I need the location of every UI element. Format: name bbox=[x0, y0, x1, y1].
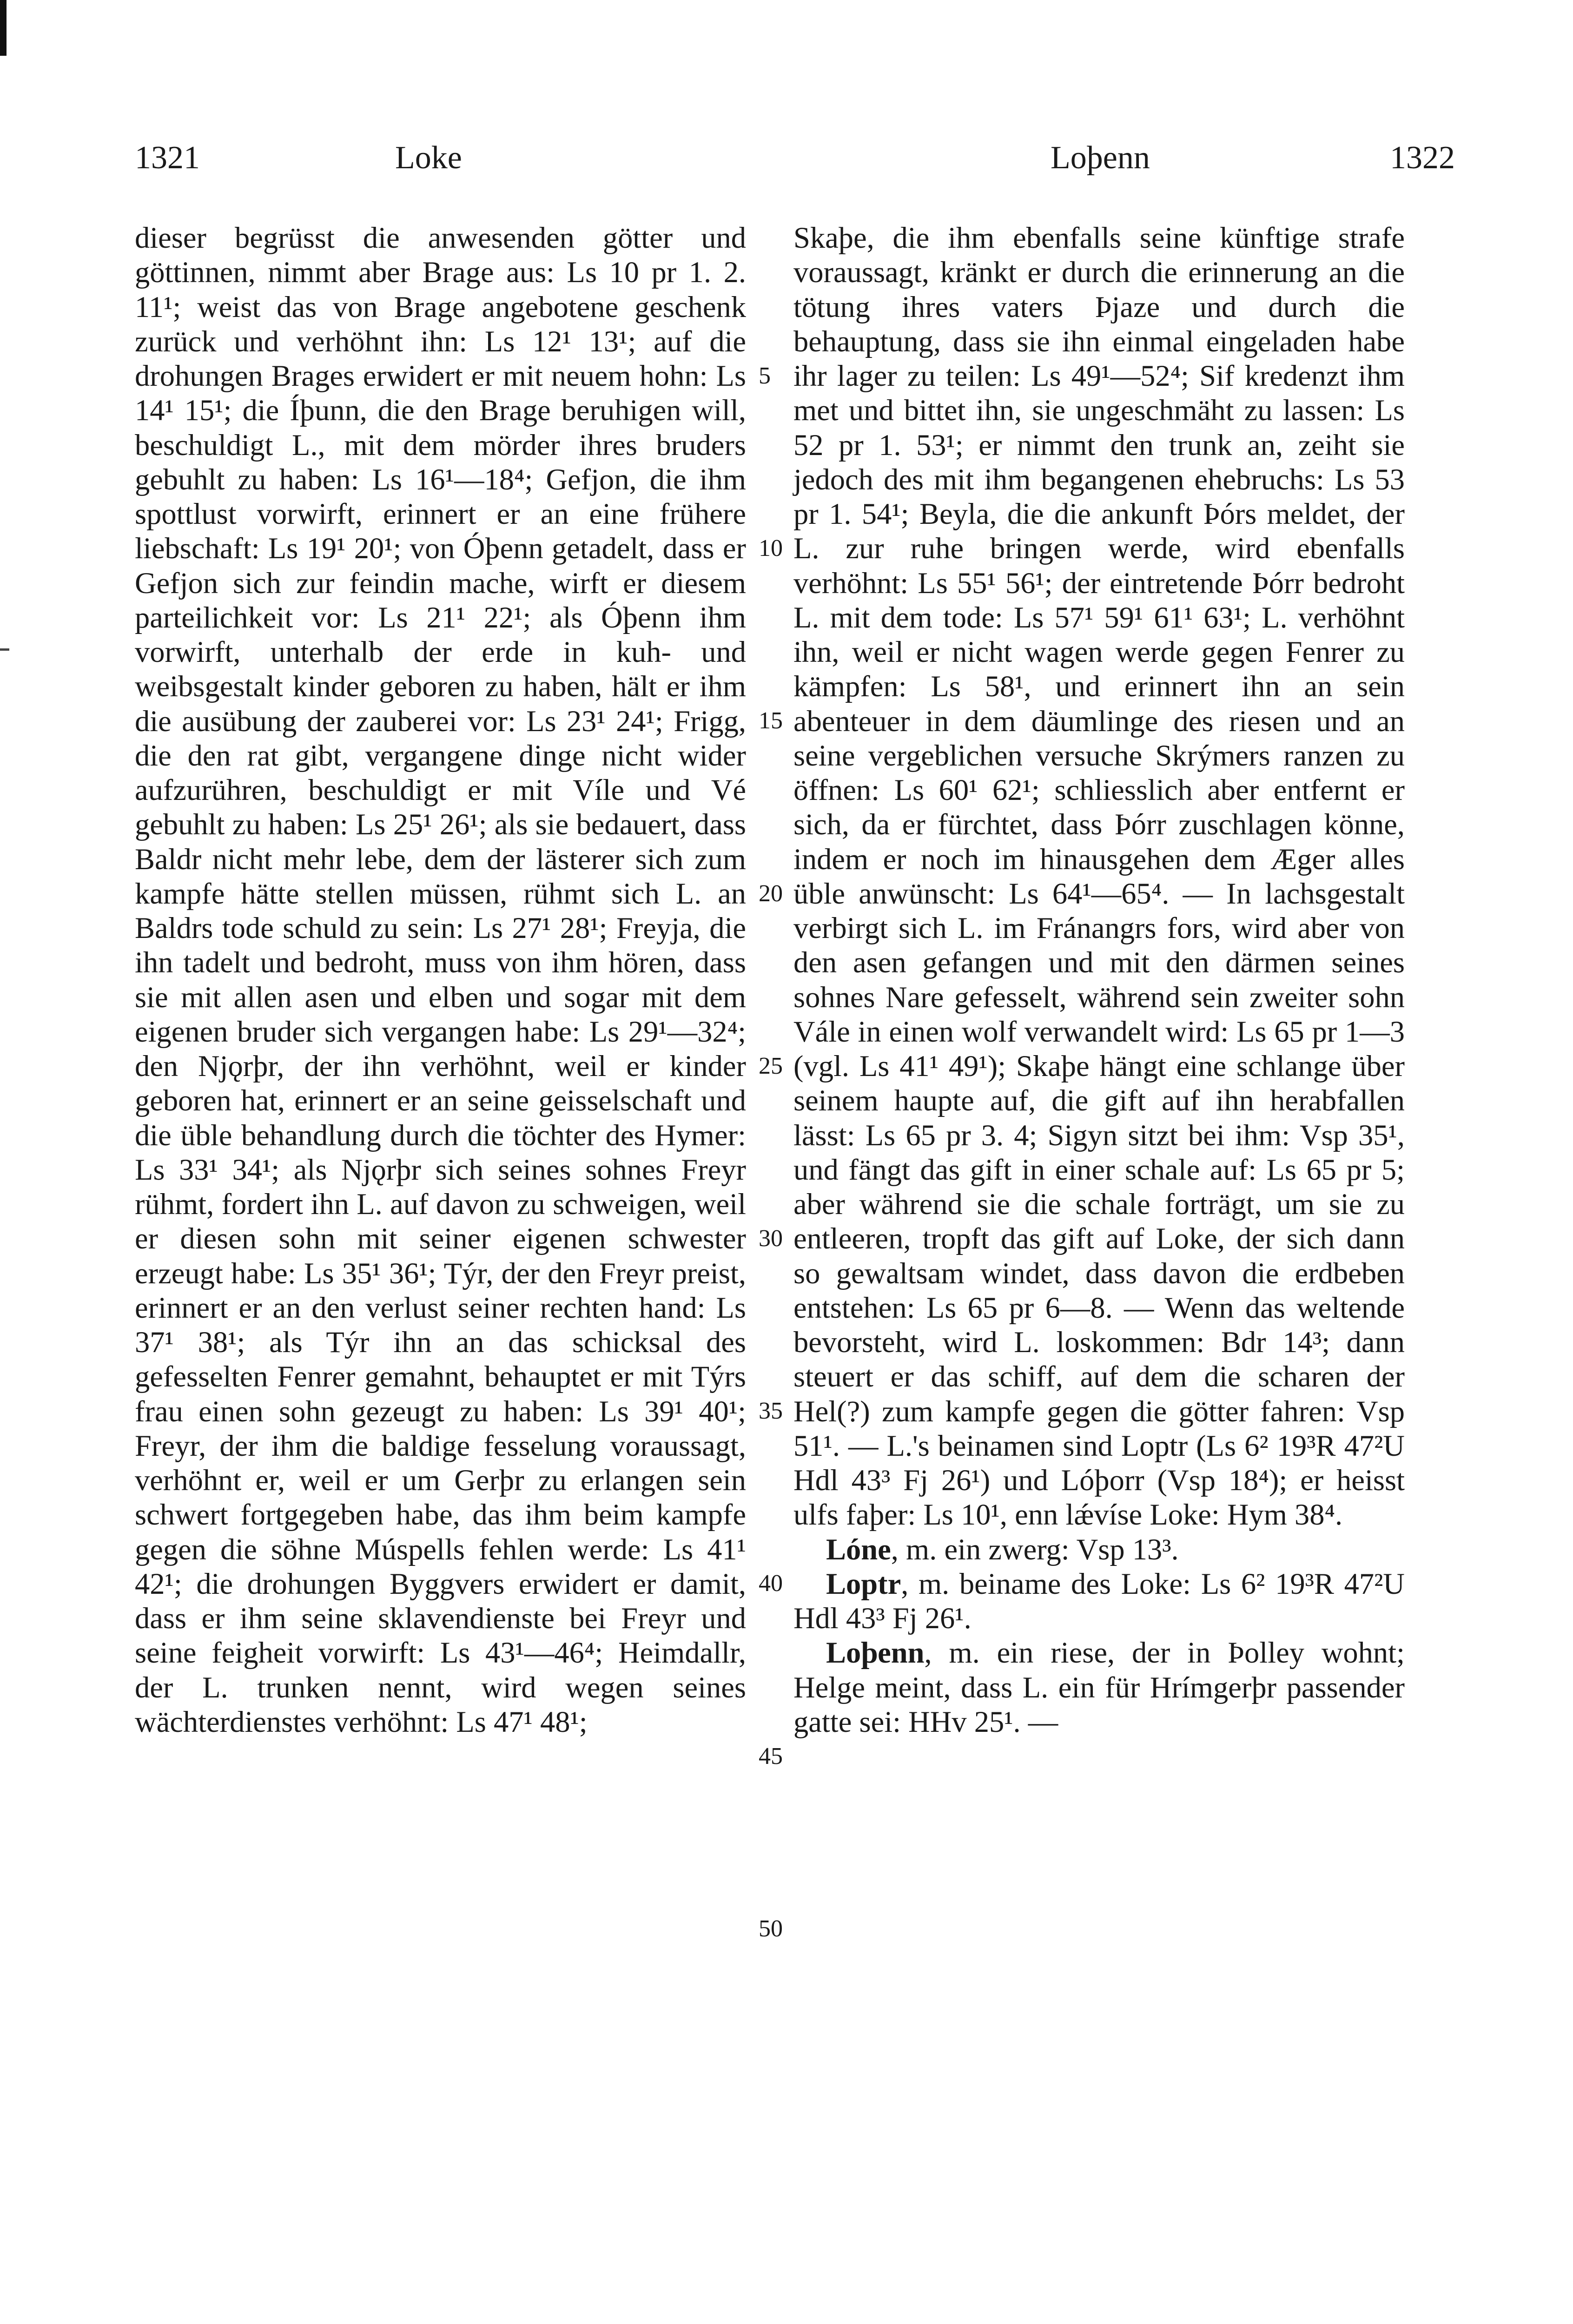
entry-text: , m. ein riese, der in Þolley wohnt; Helge meint, dass L. ein für Hrímgerþr passender gatte sei: HHv 25¹. — bbox=[793, 1636, 1405, 1738]
line-number: 35 bbox=[759, 1398, 783, 1424]
left-column-text: dieser begrüsst die anwesenden götter und göttinnen, nimmt aber Brage aus: Ls 10 pr 1. 2. 11¹; weist das von Brage angebotene geschenk zurück und verhöhnt ihn: Ls 12¹ 13¹; auf die drohungen Brages erwidert er mit neuem hohn: Ls 14¹ 15¹; die Íþunn, die den Brage beruhigen will, beschuldigt L., mit dem mörder ihres bruders gebuhlt zu haben: Ls 16¹—18⁴; Gefjon, die ihm spottlust vorwirft, erinnert er an eine frühere liebschaft: Ls 19¹ 20¹; von Óþenn getadelt, dass er Gefjon sich zur feindin mache, wirft er diesem parteilichkeit vor: Ls 21¹ 22¹; als Óþenn ihm vorwirft, unterhalb der erde in kuh- und weibsgestalt kinder geboren zu haben, hält er ihm die ausübung der zauberei vor: Ls 23¹ 24¹; Frigg, die den rat gibt, vergangene dinge nicht wider aufzurühren, beschuldigt er mit Víle und Vé gebuhlt zu haben: Ls 25¹ 26¹; als sie bedauert, dass Baldr nicht mehr lebe, dem der lästerer sich zum kampfe hätte stellen müssen, rühmt sich L. an Baldrs tode schuld zu sein: Ls 27¹ 28¹; Freyja, die ihn tadelt und bedroht, muss von ihm hören, dass sie mit allen asen und elben und sogar mit dem eigenen bruder sich vergangen habe: Ls 29¹—32⁴; den Njǫrþr, der ihn verhöhnt, weil er kinder geboren hat, erinnert er an seine geisselschaft und die üble behandlung durch die töchter des Hymer: Ls 33¹ 34¹; als Njǫrþr sich seines sohnes Freyr rühmt, fordert ihn L. auf davon zu schweigen, weil er diesen sohn mit seiner eigenen schwester erzeugt habe: Ls 35¹ 36¹; Týr, der den Freyr preist, erinnert er an den verlust seiner rechten hand: Ls 37¹ 38¹; als Týr ihn an das schicksal des gefesselten Fenrer gemahnt, behauptet er mit Týrs frau einen sohn gezeugt zu haben: Ls 39¹ 40¹; Freyr, der ihm die baldige fesselung voraussagt, verhöhnt er, weil er um Gerþr zu erlangen sein schwert fortgegeben habe, das ihm beim kampfe gegen die söhne Múspells fehlen werde: Ls 41¹ 42¹; die drohungen Byggvers erwidert er damit, dass er ihm seine sklavendienste bei Freyr und seine feigheit vorwirft: Ls 43¹—46⁴; Heimdallr, der L. trunken nennt, wird wegen seines wächterdienstes verhöhnt: Ls 47¹ 48¹; bbox=[135, 221, 746, 1738]
entry-text: , m. ein zwerg: Vsp 13³. bbox=[891, 1532, 1179, 1566]
running-title-right: Loþenn bbox=[1051, 140, 1150, 176]
line-number: 30 bbox=[759, 1225, 783, 1252]
entry-lothenn bbox=[793, 1636, 1405, 1739]
line-number: 40 bbox=[759, 1570, 783, 1597]
line-number: 50 bbox=[759, 1915, 783, 1942]
scan-edge-mark bbox=[0, 0, 7, 56]
line-number: 25 bbox=[759, 1053, 783, 1079]
left-column bbox=[135, 221, 746, 1739]
line-number: 10 bbox=[759, 535, 783, 561]
scan-margin-mark bbox=[0, 648, 9, 651]
entry-loptr bbox=[793, 1567, 1405, 1636]
entry-text: , m. beiname des Loke: Ls 6² 19³R 47²U Hdl 43³ Fj 26¹. bbox=[793, 1567, 1405, 1635]
line-number: 5 bbox=[759, 363, 771, 389]
line-number: 45 bbox=[759, 1743, 783, 1769]
line-number: 20 bbox=[759, 880, 783, 907]
right-column bbox=[793, 221, 1405, 1739]
entry-headword: Loptr bbox=[826, 1567, 901, 1600]
page-header bbox=[135, 139, 1455, 191]
entry-headword: Lóne bbox=[826, 1532, 891, 1566]
entry-headword: Loþenn bbox=[826, 1636, 925, 1670]
running-title-left: Loke bbox=[395, 140, 462, 176]
entry-lone bbox=[793, 1532, 1405, 1567]
right-column-continuation: Skaþe, die ihm ebenfalls seine künftige strafe voraussagt, kränkt er durch die erinnerung an die tötung ihres vaters Þjaze und durch die behauptung, dass sie ihn einmal eingeladen habe ihr lager zu teilen: Ls 49¹—52⁴; Sif kredenzt ihm met und bittet ihn, sie ungeschmäht zu lassen: Ls 52 pr 1. 53¹; er nimmt den trunk an, zeiht sie jedoch des mit ihm begangenen ehebruchs: Ls 53 pr 1. 54¹; Beyla, die die ankunft Þórs meldet, der L. zur ruhe bringen werde, wird ebenfalls verhöhnt: Ls 55¹ 56¹; der eintretende Þórr bedroht L. mit dem tode: Ls 57¹ 59¹ 61¹ 63¹; L. verhöhnt ihn, weil er nicht wagen werde gegen Fenrer zu kämpfen: Ls 58¹, und erinnert ihn an sein abenteuer in dem däumlinge des riesen und an seine vergeblichen versuche Skrýmers ranzen zu öffnen: Ls 60¹ 62¹; schliesslich aber entfernt er sich, da er fürchtet, dass Þórr zuschlagen könne, indem er noch im hinausgehen dem Æger alles üble anwünscht: Ls 64¹—65⁴. — In lachsgestalt verbirgt sich L. im Fránangrs fors, wird aber von den asen gefangen und mit den därmen seines sohnes Nare gefesselt, während sein zweiter sohn Vále in einen wolf verwandelt wird: Ls 65 pr 1—3 (vgl. Ls 41¹ 49¹); Skaþe hängt eine schlange über seinem haupte auf, die gift auf ihn herabfallen lässt: Ls 65 pr 3. 4; Sigyn sitzt bei ihm: Vsp 35¹, und fängt das gift in einer schale auf: Ls 65 pr 5; aber während sie die schale forträgt, um sie zu entleeren, tropft das gift auf Loke, der sich dann so gewaltsam windet, dass davon die erdbeben entstehen: Ls 65 pr 6—8. — Wenn das weltende bevorsteht, wird L. loskommen: Bdr 14³; dann steuert er das schiff, auf dem die scharen der Hel(?) zum kampfe gegen die götter fahren: Vsp 51¹. — L.'s beinamen sind Loptr (Ls 6² 19³R 47²U Hdl 43³ Fj 26¹) und Lóþorr (Vsp 18⁴); er heisst ulfs faþer: Ls 10¹, enn lǽvíse Loke: Hym 38⁴. bbox=[793, 221, 1405, 1532]
line-number: 15 bbox=[759, 707, 783, 734]
page-number-left: 1321 bbox=[135, 140, 200, 176]
page-number-right: 1322 bbox=[1390, 140, 1455, 176]
